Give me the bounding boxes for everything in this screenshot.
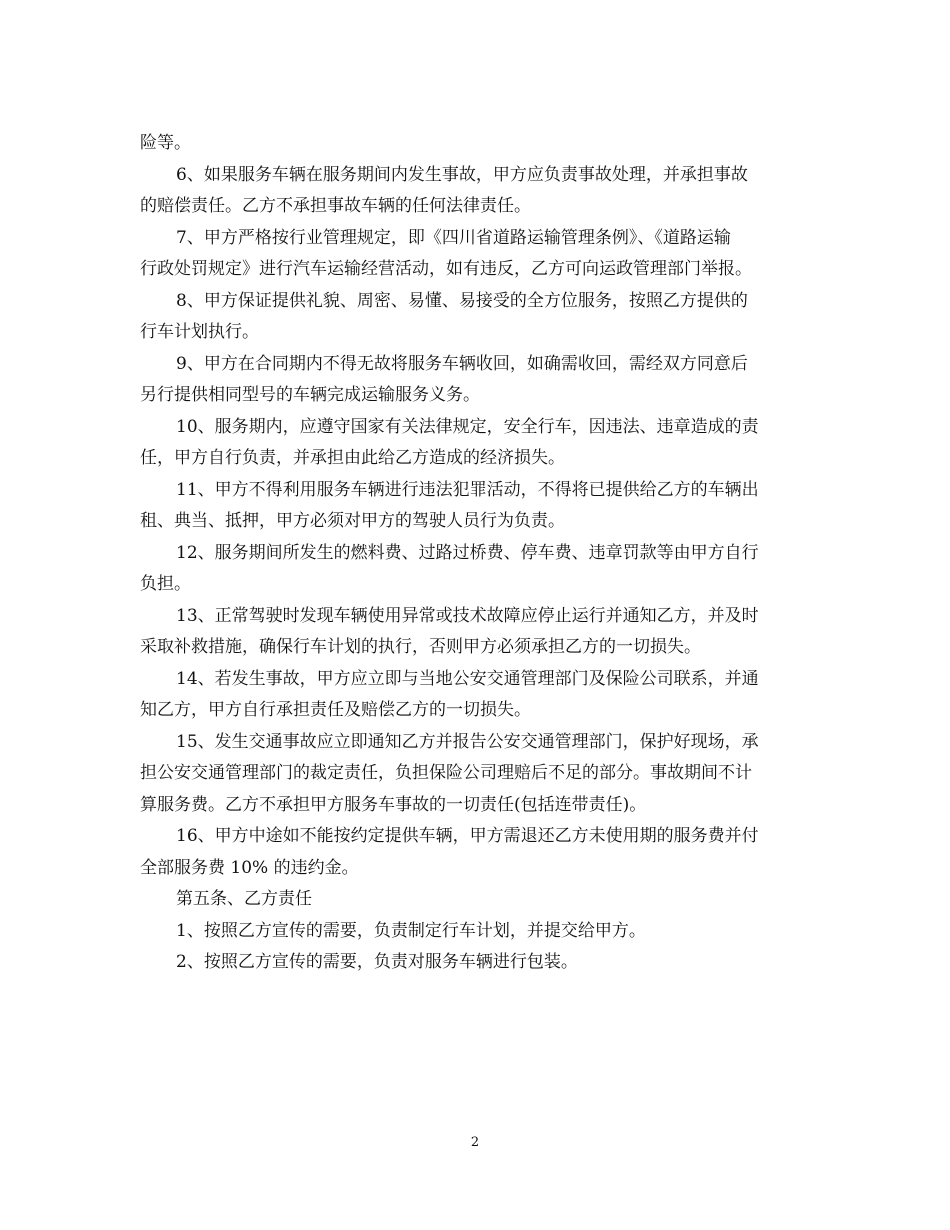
- text-line: 6、如果服务车辆在服务期间内发生事故，甲方应负责事故处理，并承担事故: [176, 164, 748, 185]
- text-line: 13、正常驾驶时发现车辆使用异常或技术故障应停止运行并通知乙方，并及时: [176, 605, 759, 626]
- text-line: 2、按照乙方宣传的需要，负责对服务车辆进行包装。: [176, 952, 578, 972]
- text-line: 担公安交通管理部门的裁定责任，负担保险公司理赔后不足的部分。事故期间不计: [140, 763, 752, 783]
- text-line: 1、按照乙方宣传的需要，负责制定行车计划，并提交给甲方。: [176, 920, 646, 941]
- text-line: 任，甲方自行负责，并承担由此给乙方造成的经济损失。: [140, 448, 565, 468]
- text-line: 租、典当、抵押，甲方必须对甲方的驾驶人员行为负责。: [140, 511, 565, 531]
- text-line: 算服务费。乙方不承担甲方服务车事故的一切责任(包括连带责任)。: [140, 794, 647, 815]
- text-line: 8、甲方保证提供礼貌、周密、易懂、易接受的全方位服务，按照乙方提供的: [176, 290, 748, 311]
- text-line: 采取补救措施，确保行车计划的执行，否则甲方必须承担乙方的一切损失。: [140, 637, 701, 657]
- text-line: 11、甲方不得利用服务车辆进行违法犯罪活动，不得将已提供给乙方的车辆出: [176, 479, 759, 500]
- text-line: 险等。: [140, 133, 191, 153]
- text-line: 全部服务费 10% 的违约金。: [140, 857, 359, 878]
- text-line: 15、发生交通事故应立即通知乙方并报告公安交通管理部门，保护好现场，承: [176, 731, 759, 752]
- text-line: 负担。: [140, 574, 191, 594]
- text-line: 行车计划执行。: [140, 322, 259, 342]
- text-line: 12、服务期间所发生的燃料费、过路过桥费、停车费、违章罚款等由甲方自行: [176, 542, 759, 563]
- text-line: 知乙方，甲方自行承担责任及赔偿乙方的一切损失。: [140, 700, 531, 720]
- text-line: 7、甲方严格按行业管理规定，即《四川省道路运输管理条例》、《道路运输: [176, 227, 731, 248]
- text-line: 行政处罚规定》进行汽车运输经营活动，如有违反，乙方可向运政管理部门举报。: [140, 259, 752, 279]
- text-line: 14、若发生事故，甲方应立即与当地公安交通管理部门及保险公司联系，并通: [176, 668, 759, 689]
- document-body: [140, 128, 812, 979]
- text-line: 另行提供相同型号的车辆完成运输服务义务。: [140, 385, 480, 405]
- text-line: 第五条、乙方责任: [176, 889, 312, 909]
- page-number: 2: [470, 1135, 480, 1150]
- text-line: 的赔偿责任。乙方不承担事故车辆的任何法律责任。: [140, 196, 531, 216]
- text-line: 10、服务期内，应遵守国家有关法律规定，安全行车，因违法、违章造成的责: [176, 416, 759, 437]
- text-line: 16、甲方中途如不能按约定提供车辆，甲方需退还乙方未使用期的服务费并付: [176, 826, 759, 846]
- text-line: 9、甲方在合同期内不得无故将服务车辆收回，如确需收回，需经双方同意后: [176, 353, 748, 374]
